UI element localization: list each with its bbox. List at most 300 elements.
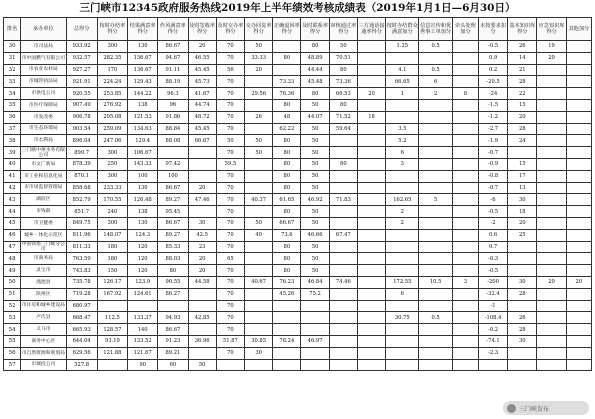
score-cell: 70 [216, 276, 244, 288]
table-row [4, 324, 592, 336]
score-cell [566, 158, 591, 170]
score-cell [245, 288, 273, 300]
score-cell: 28 [508, 324, 537, 336]
score-cell [566, 241, 591, 253]
score-cell [301, 300, 329, 312]
score-cell: 70 [216, 99, 244, 111]
table-row [4, 111, 592, 123]
score-cell: 112.5 [97, 312, 127, 324]
score-cell: 170 [97, 64, 127, 76]
score-cell [508, 347, 537, 359]
score-cell: 250 [97, 158, 127, 170]
score-cell: 300 [97, 217, 127, 229]
column-header: 及时签收率得分 [188, 18, 216, 41]
score-cell [419, 217, 452, 229]
score-cell [566, 41, 591, 53]
score-cell: 59.64 [329, 123, 357, 135]
score-cell: 143.33 [128, 158, 158, 170]
score-cell: 80 [329, 158, 357, 170]
score-cell [452, 99, 478, 111]
score-cell [566, 312, 591, 324]
score-cell: 50 [245, 147, 273, 159]
score-cell [419, 347, 452, 359]
score-cell: 14 [508, 52, 537, 64]
score-cell: 144.22 [128, 88, 158, 100]
score-cell [245, 158, 273, 170]
score-cell [301, 312, 329, 324]
score-cell: 50 [301, 241, 329, 253]
score-cell [357, 170, 385, 182]
score-cell: 86.67 [158, 182, 188, 194]
unit-name-cell: 三门峡中州水务有限公司 [21, 147, 65, 158]
score-cell [537, 347, 566, 359]
score-cell: 30 [188, 217, 216, 229]
score-cell [452, 206, 478, 218]
table-row [4, 76, 592, 88]
score-cell [566, 300, 591, 312]
unit-name-cell: 市司法局 [21, 41, 66, 53]
watermark-text: 三门峡发布 [519, 405, 550, 413]
score-cell: 5 [419, 194, 452, 206]
score-cell [357, 52, 385, 64]
score-cell [419, 241, 452, 253]
score-cell: 40 [245, 229, 273, 241]
column-header: 及时联系率得分 [301, 18, 329, 41]
table-row [4, 41, 592, 53]
table-row [4, 335, 592, 347]
table-row [4, 253, 592, 265]
score-cell [357, 135, 385, 147]
score-cell [508, 300, 537, 312]
score-cell [566, 347, 591, 359]
score-cell [357, 312, 385, 324]
score-cell [188, 170, 216, 182]
score-cell: 50 [301, 147, 329, 159]
score-cell [452, 253, 478, 265]
score-cell [273, 41, 301, 53]
score-cell: 73.36 [329, 76, 357, 88]
score-cell: 93.19 [97, 335, 127, 347]
score-cell: 120 [128, 265, 158, 277]
table-row [4, 206, 592, 218]
score-cell [452, 76, 478, 88]
score-cell [419, 229, 452, 241]
score-cell [419, 147, 452, 159]
unit-name-cell: 市供电公司 [21, 88, 66, 100]
rank-cell: 55 [4, 335, 21, 347]
table-row [4, 347, 592, 359]
score-cell [329, 217, 357, 229]
score-cell [357, 300, 385, 312]
score-cell [452, 217, 478, 229]
table-header [4, 18, 592, 41]
score-cell [452, 170, 478, 182]
score-cell: 76.23 [273, 276, 301, 288]
score-cell [158, 300, 188, 312]
score-cell [537, 88, 566, 100]
score-cell: 24 [508, 135, 537, 147]
unit-name-cell: 市卫健委 [21, 217, 66, 229]
score-cell: 30.75 [386, 312, 419, 324]
score-cell [357, 147, 385, 159]
unit-name-cell: 市市场监督管理局 [21, 182, 66, 194]
score-cell: 180 [97, 241, 127, 253]
score-cell: 26 [508, 312, 537, 324]
score-cell: 20 [188, 253, 216, 265]
score-cell [508, 241, 537, 253]
score-cell: 276.92 [97, 99, 127, 111]
score-cell: 80 [273, 158, 301, 170]
rank-cell: 39 [4, 147, 21, 159]
score-cell [452, 135, 478, 147]
score-cell: -200 [478, 276, 507, 288]
column-header: 按时办结群众满意加分 [386, 18, 419, 41]
score-cell: -0.5 [478, 206, 507, 218]
score-cell [537, 253, 566, 265]
score-cell: 0.9 [478, 52, 507, 64]
score-cell: 4.1 [386, 64, 419, 76]
score-cell: 735.78 [66, 276, 97, 288]
unit-name-cell: 市住房和城乡建设局 [21, 300, 66, 312]
score-cell: 20 [188, 265, 216, 277]
score-cell: 3 [452, 276, 478, 288]
score-cell: 50 [329, 41, 357, 53]
score-cell: 30 [245, 347, 273, 359]
score-cell: 70 [216, 288, 244, 300]
score-cell: 233.33 [97, 182, 127, 194]
score-cell: 44.74 [188, 99, 216, 111]
score-cell: 45.26 [273, 288, 301, 300]
score-cell [452, 335, 478, 347]
score-cell: 136.67 [128, 52, 158, 64]
score-cell: -1 [478, 300, 507, 312]
watermark [503, 401, 589, 415]
score-cell: 50 [301, 123, 329, 135]
score-cell: 80 [273, 206, 301, 218]
score-cell: 28 [508, 288, 537, 300]
unit-name-cell: 义马市 [21, 324, 66, 336]
score-cell: 50 [245, 217, 273, 229]
score-cell: 80 [273, 253, 301, 265]
score-cell [566, 288, 591, 300]
score-cell: 95.45 [158, 206, 188, 218]
column-header: 总得分 [66, 18, 97, 41]
score-cell [566, 253, 591, 265]
score-cell: -74.1 [478, 335, 507, 347]
score-cell: 23 [188, 241, 216, 253]
score-cell: 100 [158, 170, 188, 182]
score-cell: 44.07 [301, 111, 329, 123]
score-cell: 50 [301, 170, 329, 182]
score-cell: 5.2 [386, 135, 419, 147]
unit-name-cell: 市中国燃气有限公司 [21, 52, 66, 64]
score-cell: 88.19 [158, 76, 188, 88]
score-cell: 300 [97, 147, 127, 159]
score-cell [508, 147, 537, 159]
score-cell [128, 300, 158, 312]
score-cell: 300 [97, 41, 127, 53]
score-cell [245, 265, 273, 277]
rank-cell: 57 [4, 359, 21, 371]
rank-cell: 56 [4, 347, 21, 359]
score-cell [386, 52, 419, 64]
header-row [4, 18, 592, 41]
table-row [4, 147, 592, 159]
score-cell [386, 347, 419, 359]
score-cell: -24 [478, 88, 507, 100]
rank-cell: 37 [4, 123, 21, 135]
score-cell [566, 52, 591, 64]
score-cell: 71.52 [329, 111, 357, 123]
table-row [4, 265, 592, 277]
score-cell [537, 312, 566, 324]
score-cell [245, 182, 273, 194]
score-cell: 96 [158, 99, 188, 111]
score-cell [357, 194, 385, 206]
score-cell [188, 288, 216, 300]
score-cell: 40.67 [245, 276, 273, 288]
unit-name-cell: 市自然资源和规划局 [21, 347, 66, 359]
score-cell [301, 359, 329, 371]
score-cell [566, 147, 591, 159]
score-cell [419, 288, 452, 300]
score-cell: 89.27 [158, 229, 188, 241]
column-header: 信息宣传和优秀事工单加分 [419, 18, 452, 41]
score-cell [273, 64, 301, 76]
column-header: 应急知识库得分 [537, 18, 566, 41]
score-cell [537, 135, 566, 147]
score-cell [419, 111, 452, 123]
score-cell: 85.33 [158, 241, 188, 253]
unit-name-cell: 陕州区 [21, 288, 66, 300]
score-cell [452, 52, 478, 64]
rank-cell: 50 [4, 276, 21, 288]
score-cell [419, 253, 452, 265]
score-cell [357, 335, 385, 347]
score-cell: 70 [216, 52, 244, 64]
score-cell [386, 253, 419, 265]
score-cell: 18 [357, 111, 385, 123]
unit-name-cell: 市发改委 [21, 111, 66, 123]
score-cell: 253.85 [97, 88, 127, 100]
unit-name-cell: 市生态环境局 [21, 123, 66, 135]
score-cell: 80 [273, 265, 301, 277]
score-cell [537, 111, 566, 123]
score-cell: 80 [301, 41, 329, 53]
score-cell: -6 [478, 194, 507, 206]
score-cell [419, 300, 452, 312]
score-cell [452, 312, 478, 324]
score-cell: -0.2 [478, 324, 507, 336]
score-cell: 138 [128, 206, 158, 218]
rank-cell: 35 [4, 99, 21, 111]
score-cell: -1.5 [478, 99, 507, 111]
score-cell [419, 170, 452, 182]
score-cell: 80 [273, 52, 301, 64]
rank-cell: 33 [4, 76, 21, 88]
score-cell [357, 265, 385, 277]
score-cell: 932.57 [66, 52, 97, 64]
score-cell [386, 241, 419, 253]
score-cell: 121.88 [97, 347, 127, 359]
score-cell: -0.3 [478, 253, 507, 265]
table-row [4, 194, 592, 206]
score-cell: 45.48 [301, 76, 329, 88]
score-cell: 50 [216, 135, 244, 147]
score-cell [566, 135, 591, 147]
table-row [4, 217, 592, 229]
score-cell: 73.33 [273, 76, 301, 88]
score-cell: 18 [508, 206, 537, 218]
score-cell [537, 99, 566, 111]
unit-name-cell: 市城投公司 [21, 359, 66, 371]
score-cell [329, 359, 357, 371]
column-header: 未按要求扣分 [478, 18, 507, 41]
score-cell: -0.7 [478, 147, 507, 159]
column-header: 其他加分 [566, 18, 591, 41]
score-cell: 17 [508, 170, 537, 182]
score-cell [537, 194, 566, 206]
score-cell: 0.5 [419, 41, 452, 53]
score-cell: 743.83 [66, 265, 97, 277]
score-cell: 61.65 [273, 194, 301, 206]
score-cell [452, 158, 478, 170]
score-cell: 0.6 [478, 229, 507, 241]
score-cell: 48.72 [188, 111, 216, 123]
score-cell [245, 241, 273, 253]
score-cell: 48 [273, 111, 301, 123]
score-cell: 70 [216, 206, 244, 218]
score-cell: 41.67 [188, 88, 216, 100]
score-cell [386, 229, 419, 241]
table-row [4, 288, 592, 300]
score-cell [357, 41, 385, 53]
score-cell: 50 [301, 206, 329, 218]
score-cell [452, 147, 478, 159]
score-cell [329, 241, 357, 253]
unit-name-cell: 市农业农村局 [21, 64, 66, 76]
score-cell [566, 194, 591, 206]
score-cell: 80 [273, 147, 301, 159]
score-cell: 247.06 [97, 135, 127, 147]
score-cell: 1.25 [386, 41, 419, 53]
unit-name-cell: 市工业和信息化局 [21, 170, 66, 182]
score-cell: 126.17 [97, 276, 127, 288]
score-cell: 45.45 [188, 64, 216, 76]
score-cell: 75.2 [301, 288, 329, 300]
score-cell: 90 [128, 359, 158, 371]
score-cell: 0.2 [478, 64, 507, 76]
score-cell: 45.73 [188, 76, 216, 88]
column-header: 牵头处理加分 [452, 18, 478, 41]
score-cell: 91.86 [158, 111, 188, 123]
score-cell: 123.9 [128, 276, 158, 288]
score-cell [537, 241, 566, 253]
table-row [4, 52, 592, 64]
score-cell: -0.5 [478, 265, 507, 277]
score-cell [245, 99, 273, 111]
score-cell: 50 [301, 217, 329, 229]
score-cell [452, 111, 478, 123]
unit-name-cell: 渑池县 [21, 276, 66, 288]
rank-cell: 34 [4, 88, 21, 100]
score-cell: 128.57 [97, 324, 127, 336]
score-cell [566, 335, 591, 347]
score-cell: 849.75 [66, 217, 97, 229]
rank-cell: 51 [4, 288, 21, 300]
score-cell: 6 [386, 288, 419, 300]
unit-name-cell: 灵宝市 [21, 265, 66, 277]
score-cell [245, 76, 273, 88]
score-cell [329, 347, 357, 359]
score-cell [273, 324, 301, 336]
score-cell: 46.55 [188, 52, 216, 64]
score-cell [452, 229, 478, 241]
score-cell: 906.78 [66, 111, 97, 123]
score-cell [537, 182, 566, 194]
column-header: 按时办结率得分 [97, 18, 127, 41]
score-cell [245, 359, 273, 371]
score-cell: 907.49 [66, 99, 97, 111]
score-cell: 78.24 [273, 335, 301, 347]
score-cell: 88.03 [158, 253, 188, 265]
score-cell [97, 359, 127, 371]
score-cell [386, 359, 419, 371]
column-header: 结果满意率得分 [128, 18, 158, 41]
rank-cell: 32 [4, 64, 21, 76]
score-cell [386, 182, 419, 194]
score-cell: 36.96 [188, 335, 216, 347]
score-cell: 134.63 [128, 123, 158, 135]
score-cell: 25 [508, 229, 537, 241]
score-cell: 70 [216, 217, 244, 229]
score-cell: 46.84 [301, 276, 329, 288]
score-cell [245, 206, 273, 218]
score-cell: 851.7 [66, 206, 97, 218]
score-cell [245, 170, 273, 182]
score-cell: 933.92 [66, 41, 97, 53]
score-cell: 94.93 [158, 312, 188, 324]
score-cell [537, 217, 566, 229]
score-cell: 136.67 [128, 64, 158, 76]
table-row [4, 170, 592, 182]
score-cell [357, 158, 385, 170]
score-cell: -32.4 [478, 288, 507, 300]
wechat-icon [507, 404, 516, 413]
rank-cell: 40 [4, 158, 21, 170]
score-cell [386, 170, 419, 182]
score-cell: 51.87 [216, 335, 244, 347]
unit-name-cell: 市商务局 [21, 253, 66, 265]
score-cell [419, 206, 452, 218]
score-cell: 70 [216, 123, 244, 135]
score-cell [97, 300, 127, 312]
score-cell [245, 253, 273, 265]
score-cell: 76.36 [273, 88, 301, 100]
score-cell: 240 [97, 206, 127, 218]
score-cell: 890.7 [66, 147, 97, 159]
score-cell [329, 288, 357, 300]
unit-name-cell: 市城管执法局 [21, 76, 66, 88]
score-cell: 70 [216, 111, 244, 123]
score-cell: -1.2 [478, 111, 507, 123]
score-cell [357, 182, 385, 194]
performance-table [3, 17, 592, 371]
score-cell: 2 [386, 206, 419, 218]
table-row [4, 158, 592, 170]
score-cell: 60 [158, 359, 188, 371]
score-cell: 852.79 [66, 194, 97, 206]
